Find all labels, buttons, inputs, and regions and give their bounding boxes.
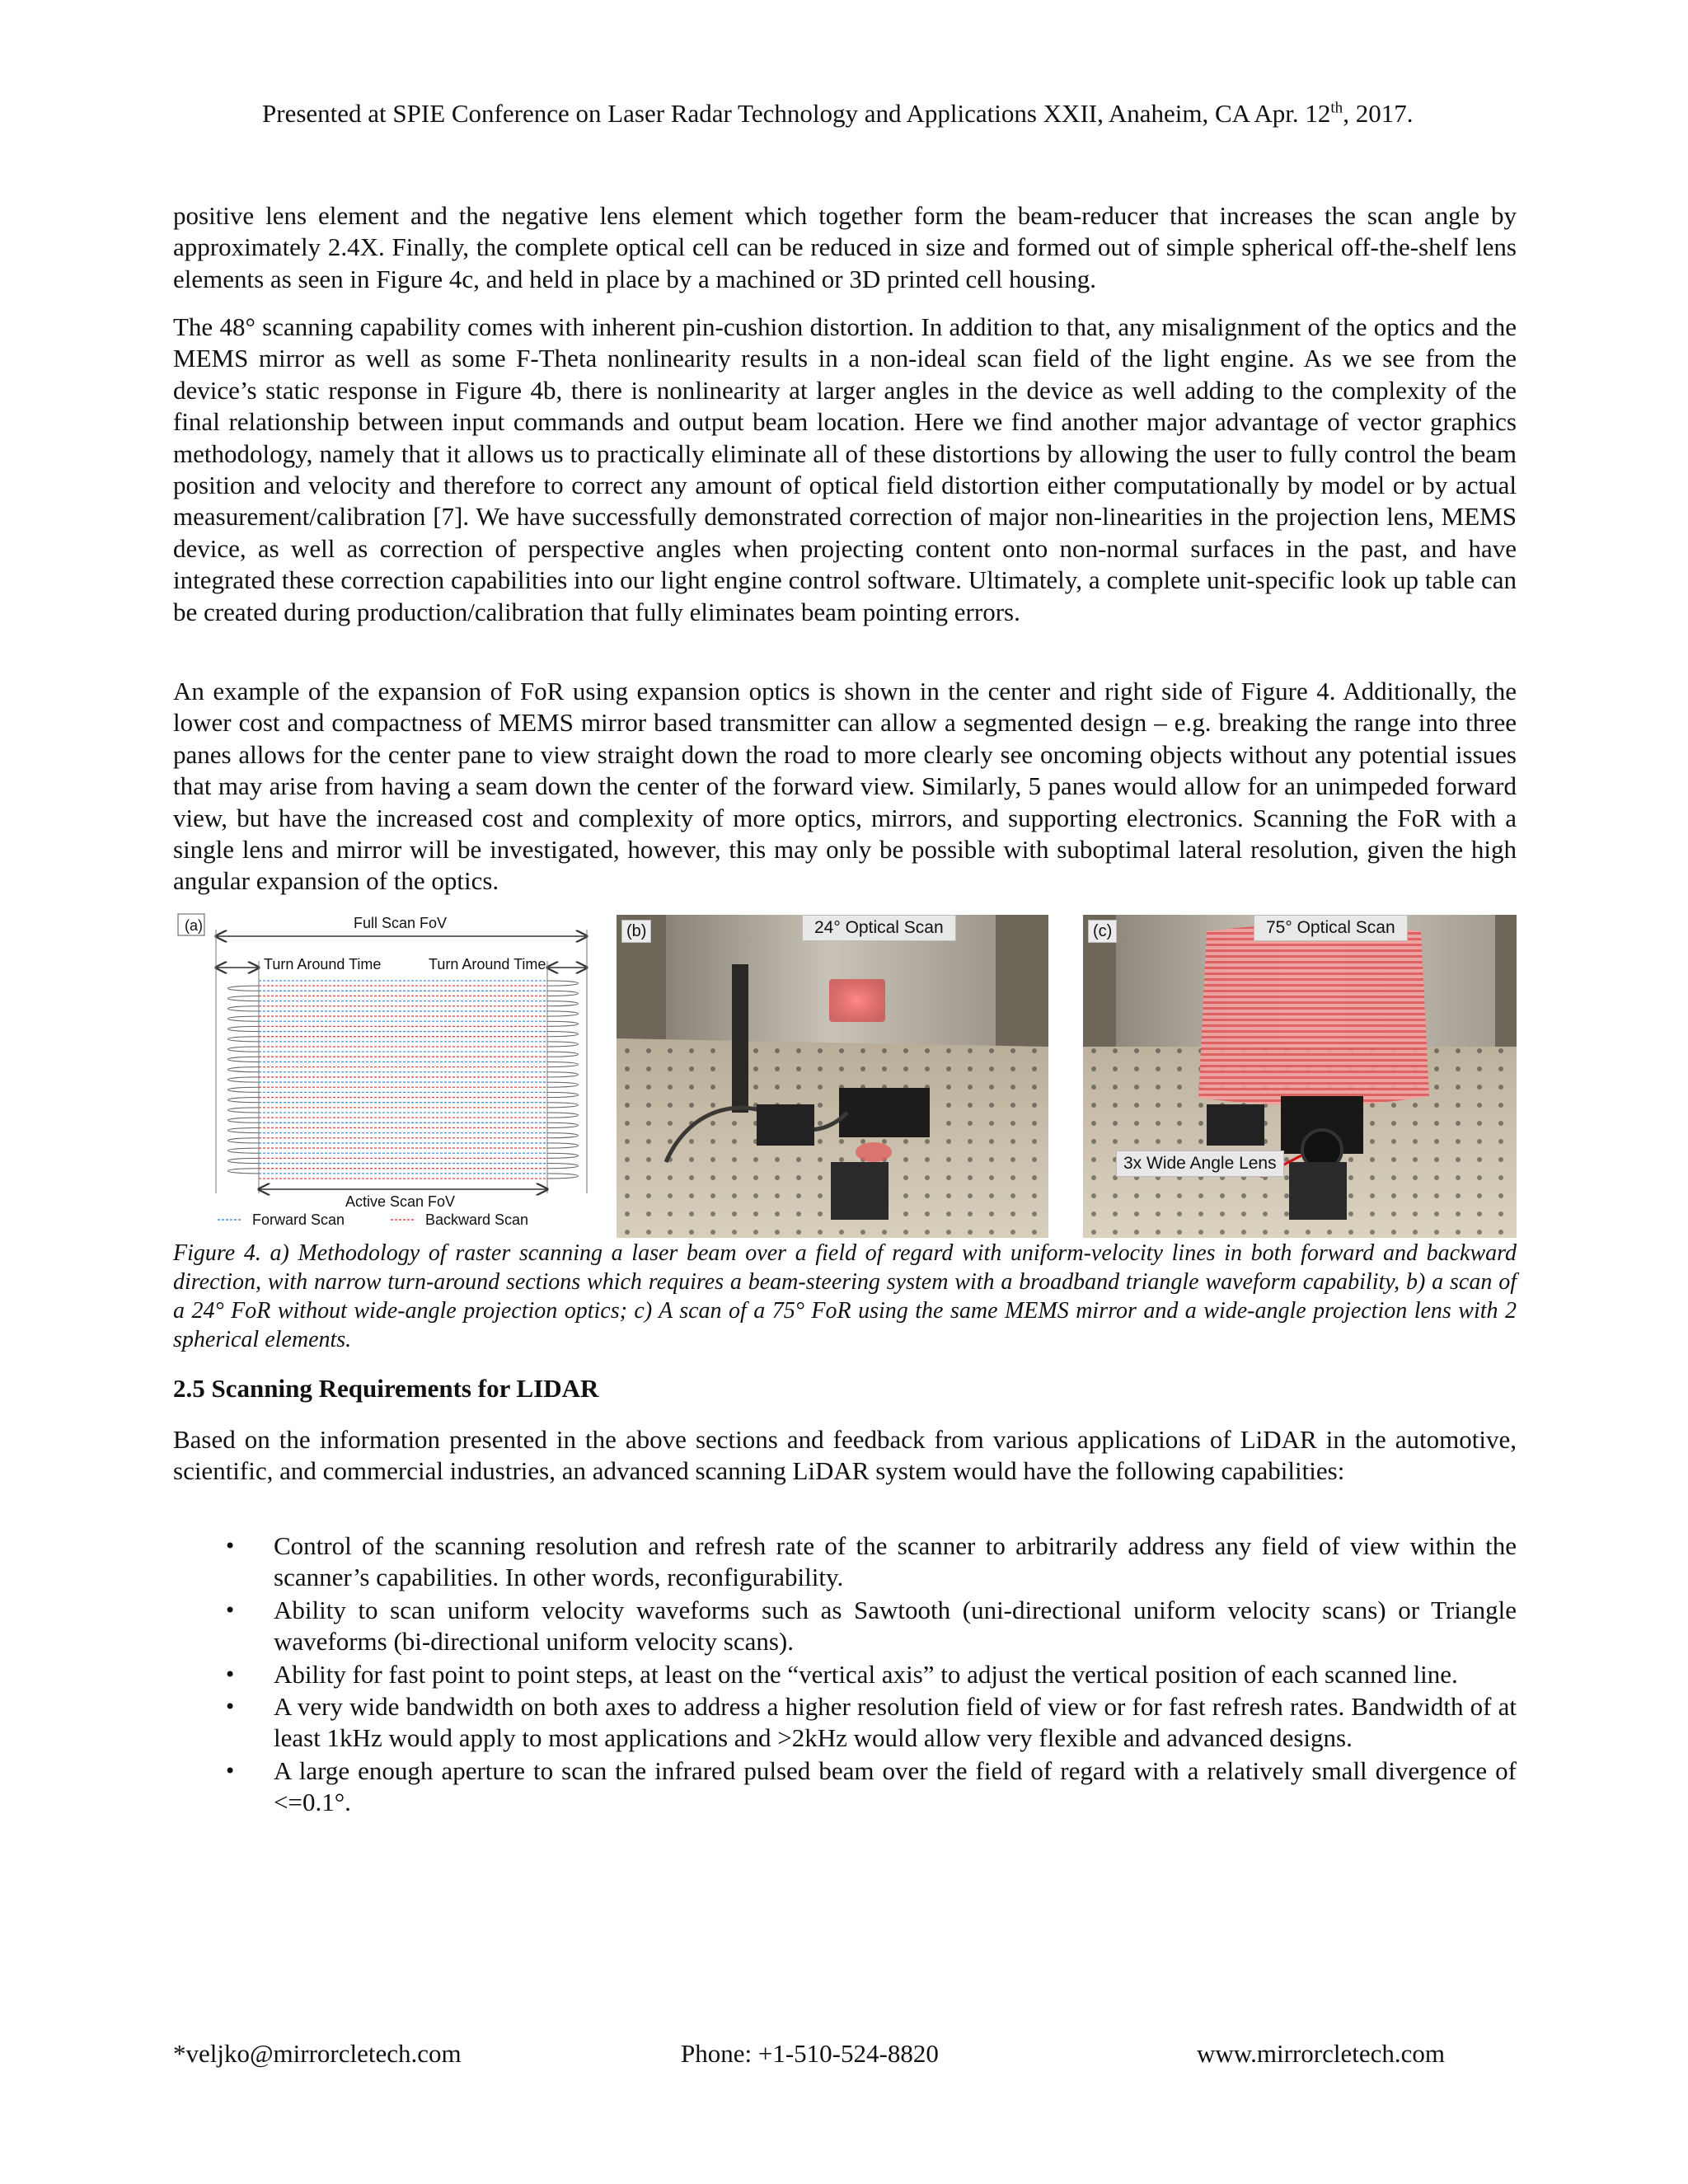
mirror-mount — [1207, 1104, 1264, 1146]
legend-forward-label: Forward Scan — [252, 1212, 345, 1228]
list-item — [173, 1530, 1517, 1594]
list-item — [173, 1755, 1517, 1819]
turn-around-curve — [547, 1174, 579, 1179]
turn-around-curve — [547, 1103, 579, 1108]
panel-b-letter: (b) — [621, 920, 651, 943]
bullet-icon: • — [224, 1695, 237, 1719]
requirements-list — [173, 1530, 1517, 1820]
active-scan-fov-label: Active Scan FoV — [345, 1193, 456, 1210]
turn-around-curve — [547, 1032, 579, 1037]
lens-label: 3x Wide Angle Lens — [1116, 1151, 1284, 1177]
list-item — [173, 1691, 1517, 1755]
raster-scan-diagram — [176, 913, 595, 1236]
footer-email: *veljko@mirrorcletech.com — [173, 2039, 462, 2068]
bullet-icon: • — [224, 1759, 237, 1783]
turn-around-curve — [547, 1143, 579, 1148]
list-item-text: Control of the scanning resolution and refresh rate of the scanner to arbitrarily address any field of view within the scanner’s capabilities. In other words, reconfigurability. — [274, 1531, 1517, 1592]
header-text: Presented at SPIE Conference on Laser Radar Technology and Applications XXII, Anaheim, CA Apr. 12 — [262, 99, 1331, 128]
section-heading: 2.5 Scanning Requirements for LIDAR — [173, 1374, 599, 1403]
section-intro: Based on the information presented in the above sections and feedback from various applications of LiDAR in the automotive, scientific, and commercial industries, an advanced scanning LiDAR system would have the following capabilities: — [173, 1425, 1517, 1486]
turn-around-curve — [547, 991, 579, 996]
scan-pattern-24 — [829, 979, 885, 1022]
laser-spot — [856, 1142, 892, 1162]
turn-around-curve — [547, 1072, 579, 1077]
paragraph-1: positive lens element and the negative lens element which together form the beam-reducer that increases the scan angle by approximately 2.4X. Finally, the complete optical cell can be reduced in size and formed out of simple spherical off-the-shelf lens elements as seen in Figure 4c, and held in place by a machined or 3D printed cell housing. — [173, 201, 1517, 293]
panel-c-scan-tag: 75° Optical Scan — [1254, 915, 1408, 941]
turn-around-curve — [228, 1037, 260, 1042]
bullet-icon: • — [224, 1662, 237, 1686]
turn-around-curve — [228, 996, 260, 1001]
paragraph-2: The 48° scanning capability comes with inherent pin-cushion distortion. In addition to that, any misalignment of the optics and the MEMS mirror as well as some F-Theta nonlinearity results in a non-ideal scan field of the light engine. As we see from the device’s static response in Figure 4b, there is nonlinearity at larger angles in the device as well adding to the complexity of the final relationship between input commands and output beam location. Here we find another major advantage of vector graphics methodology, namely that it allows us to practically eliminate all of these distortions by allowing the user to fully control the beam position and velocity and therefore to correct any amount of optical field distortion either computationally by model or by actual measurement/calibration [7]. We have successfully demonstrated correction of major non-linearities in the projection lens, MEMS device, as well as correction of perspective angles when projecting content onto non-normal surfaces in the past, and have integrated these correction capabilities into our light engine control software. Ultimately, a complete unit-specific look up table can be created during production/calibration that fully eliminates beam pointing errors. — [173, 312, 1517, 626]
turn-around-curve — [228, 1158, 260, 1163]
figure-caption: Figure 4. a) Methodology of raster scanning a laser beam over a field of regard with uniform-velocity lines in both forward and backward direction, with narrow turn-around sections which requires a beam-steering system with a broadband triangle waveform capability, b) a scan of a 24° FoR without wide-angle projection optics; c) A scan of a 75° FoR using the same MEMS mirror and a wide-angle projection lens with 2 spherical elements. — [173, 1240, 1517, 1352]
header-superscript: th — [1330, 99, 1343, 117]
lens-holder — [1289, 1162, 1347, 1220]
optical-bench-photo-75 — [1083, 915, 1517, 1238]
turn-around-curve — [547, 1001, 579, 1006]
mirror-mount — [757, 1104, 814, 1146]
scan-lines — [228, 981, 579, 1179]
turn-around-curve — [228, 1127, 260, 1132]
turn-around-curve — [547, 1113, 579, 1118]
turn-around-curve — [547, 1133, 579, 1138]
legend-backward-label: Backward Scan — [425, 1212, 529, 1228]
turn-around-curve — [547, 1122, 579, 1127]
optical-bench-photo-24 — [617, 915, 1048, 1238]
turn-around-curve — [228, 1087, 260, 1092]
list-item-text: A large enough aperture to scan the infrared pulsed beam over the field of regard with a relatively small divergence of <=0.1°. — [274, 1755, 1517, 1817]
panel-b-scan-tag: 24° Optical Scan — [802, 915, 956, 941]
turn-around-curve — [547, 1164, 579, 1169]
list-item — [173, 1659, 1517, 1690]
list-item-text: Ability to scan uniform velocity waveforms such as Sawtooth (uni-directional uniform velocity scans) or Triangle waveforms (bi-directional uniform velocity scans). — [274, 1595, 1517, 1657]
turn-around-curve — [228, 1026, 260, 1031]
turn-around-curve — [228, 1047, 260, 1052]
figure-panel-b — [617, 915, 1048, 1238]
figure-panel-a — [176, 913, 595, 1236]
turn-around-curve — [547, 1052, 579, 1057]
mems-housing — [839, 1088, 930, 1137]
turn-around-curve — [547, 1021, 579, 1026]
turn-around-curve — [547, 1042, 579, 1047]
bullet-icon: • — [224, 1535, 237, 1558]
list-item-text: Ability for fast point to point steps, at least on the “vertical axis” to adjust the vertical position of each scanned line. — [274, 1659, 1458, 1689]
turn-around-curve — [228, 1108, 260, 1113]
figure-panel-c — [1083, 915, 1517, 1238]
panel-a-letter: (a) — [185, 917, 203, 934]
turn-around-curve — [228, 1169, 260, 1174]
turn-around-curve — [547, 981, 579, 986]
turn-around-curve — [228, 1057, 260, 1062]
header-suffix: , 2017. — [1343, 99, 1414, 128]
turn-around-curve — [547, 1011, 579, 1016]
paragraph-3: An example of the expansion of FoR using expansion optics is shown in the center and right side of Figure 4. Additionally, the lower cost and compactness of MEMS mirror based transmitter can allow a segmented design – e.g. breaking the range into three panes allows for the center pane to view straight down the road to more clearly see oncoming objects without any potential issues that may arise from having a seam down the center of the forward view. Similarly, 5 panes would allow for an unimpeded forward view, but have the increased cost and complexity of more optics, mirrors, and supporting electronics. Scanning the FoR with a single lens and mirror will be investigated, however, this may only be possible with suboptimal lateral resolution, given the high angular expansion of the optics. — [173, 677, 1517, 896]
running-header — [262, 97, 1548, 130]
turn-around-curve — [228, 1138, 260, 1143]
turn-around-curve — [228, 1098, 260, 1103]
panel-c-letter: (c) — [1088, 920, 1117, 943]
post-mount — [732, 964, 748, 1113]
turn-around-left-label: Turn Around Time — [264, 956, 382, 972]
bullet-icon: • — [224, 1598, 237, 1622]
turn-around-curve — [228, 1067, 260, 1072]
lens-holder — [831, 1162, 889, 1220]
full-scan-fov-label: Full Scan FoV — [354, 915, 448, 931]
turn-around-curve — [547, 1092, 579, 1097]
turn-around-curve — [547, 1082, 579, 1087]
turn-around-curve — [547, 1153, 579, 1158]
turn-around-curve — [228, 1148, 260, 1153]
footer-website: www.mirrorcletech.com — [1197, 2039, 1445, 2068]
turn-around-curve — [547, 1062, 579, 1066]
scan-pattern-75 — [1198, 924, 1429, 1106]
turn-around-curve — [228, 1077, 260, 1082]
turn-around-curve — [228, 1118, 260, 1122]
turn-around-curve — [228, 986, 260, 991]
list-item — [173, 1595, 1517, 1658]
footer-phone: Phone: +1-510-524-8820 — [681, 2039, 939, 2068]
list-item-text: A very wide bandwidth on both axes to address a higher resolution field of view or for fast refresh rates. Bandwidth of at least 1kHz would apply to most applications and >2kHz would allow very flexible and advanced designs. — [274, 1692, 1517, 1753]
turn-around-curve — [228, 1006, 260, 1011]
turn-around-right-label: Turn Around Time — [429, 956, 546, 972]
turn-around-curve — [228, 1016, 260, 1021]
